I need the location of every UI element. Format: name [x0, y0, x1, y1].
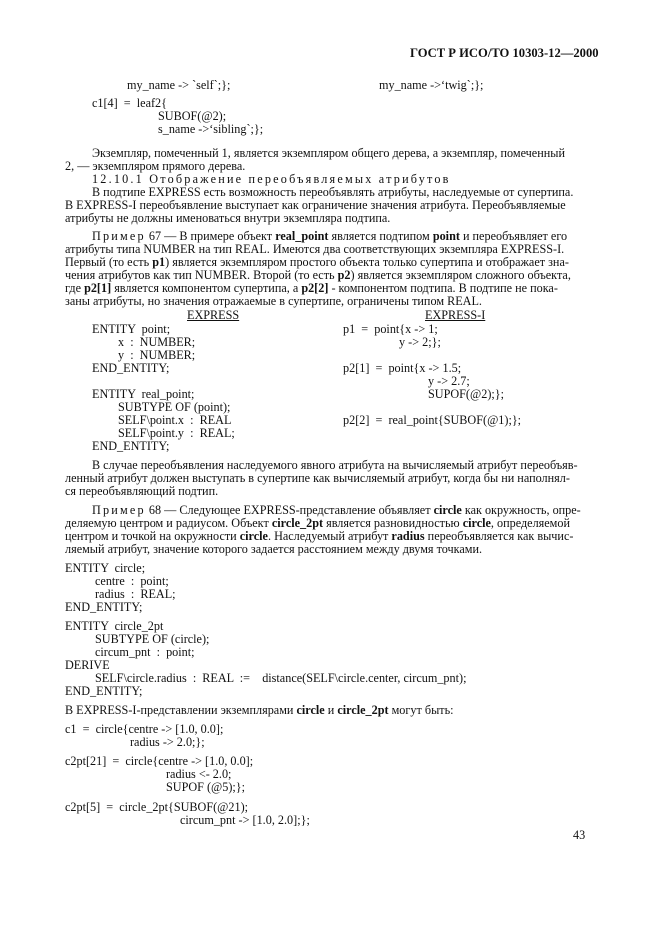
text-line: В случае переобъявления наследуемого явного атрибута на вычисляемый атрибут переобъяв-	[92, 458, 578, 472]
text-line: DERIVE	[65, 658, 110, 672]
text-line: x : NUMBER;	[118, 335, 196, 349]
text-line: заны атрибуты, но значения отражаемые в супертипе, ограничены типом REAL.	[65, 294, 482, 308]
text-line: Пример 68 — Следующее EXPRESS-представление объявляет circle как окружность, опре-	[92, 503, 581, 517]
text-line: SELF\point.x : REAL	[118, 413, 232, 427]
page-number: 43	[573, 828, 586, 842]
text-line: где p2[1] является компонентом супертипа, а p2[2] - компонентом подтипа. В подтипе не пока-	[65, 281, 558, 295]
text-line: EXPRESS	[187, 308, 240, 322]
text-line: ENTITY point;	[92, 322, 171, 336]
text-line: В подтипе EXPRESS есть возможность переобъявлять атрибуты, наследуемые от супертипа.	[92, 185, 574, 199]
text-line: SUBTYPE OF (circle);	[95, 632, 210, 646]
text-line: END_ENTITY;	[65, 684, 143, 698]
text-line: ENTITY circle_2pt	[65, 619, 164, 633]
text-line: 2, — экземпляром прямого дерева.	[65, 159, 246, 173]
text-line: END_ENTITY;	[65, 600, 143, 614]
text-line: radius -> 2.0;};	[130, 735, 205, 749]
text-line: ляемый атрибут, значение которого задается расстоянием между двумя точками.	[65, 542, 483, 556]
text-line: ленный атрибут должен выступать в супертипе как вычисляемый атрибут, когда бы ни наполнял-	[65, 471, 570, 485]
text-line: атрибуты типа NUMBER на тип REAL. Имеются два соответствующих экземпляра EXPRESS-I.	[65, 242, 565, 256]
text-line: чения атрибутов как тип NUMBER. Второй (то есть p2) является экземпляром сложного объекта,	[65, 268, 571, 282]
text-line: SELF\circle.radius : REAL := distance(SELF\circle.center, circum_pnt);	[95, 671, 467, 685]
text-line: radius : REAL;	[95, 587, 176, 601]
text-line: y -> 2;};	[399, 335, 441, 349]
text-line: В EXPRESS-I-представлении экземплярами circle и circle_2pt могут быть:	[65, 703, 454, 717]
text-line: y -> 2.7;	[428, 374, 470, 388]
text-line: p1 = point{x -> 1;	[343, 322, 438, 336]
page-header: ГОСТ Р ИСО/ТО 10303-12—2000	[410, 46, 599, 60]
text-line: y : NUMBER;	[118, 348, 196, 362]
text-line: my_name -> `self`;};	[127, 78, 231, 92]
text-line: ENTITY circle;	[65, 561, 146, 575]
text-line: 12.10.1 Отображение переобъявляемых атрибутов	[92, 172, 451, 186]
text-line: c1[4] = leaf2{	[92, 96, 167, 110]
text-line: c1 = circle{centre -> [1.0, 0.0];	[65, 722, 224, 736]
text-line: SELF\point.y : REAL;	[118, 426, 235, 440]
text-line: p2[1] = point{x -> 1.5;	[343, 361, 462, 375]
text-line: Пример 67 — В примере объект real_point является подтипом point и переобъявляет его	[92, 229, 568, 243]
text-line: Экземпляр, помеченный 1, является экземпляром общего дерева, а экземпляр, помеченный	[92, 146, 565, 160]
text-line: radius <- 2.0;	[166, 767, 232, 781]
text-line: my_name ->‘twig`;};	[379, 78, 484, 92]
text-line: ся переобъявляющий подтип.	[65, 484, 219, 498]
text-line: SUBTYPE OF (point);	[118, 400, 231, 414]
text-line: ENTITY real_point;	[92, 387, 195, 401]
text-line: centre : point;	[95, 574, 169, 588]
text-line: s_name ->‘sibling`;};	[158, 122, 264, 136]
text-line: END_ENTITY;	[92, 361, 170, 375]
text-line: EXPRESS-I	[425, 308, 486, 322]
text-line: SUPOF (@5);};	[166, 780, 246, 794]
text-line: circum_pnt -> [1.0, 2.0];};	[180, 813, 310, 827]
text-line: c2pt[5] = circle_2pt{SUBOF(@21);	[65, 800, 249, 814]
text-line: атрибуты не должны именоваться внутри экземпляра подтипа.	[65, 211, 391, 225]
text-line: центром и точкой на окружности circle. Наследуемый атрибут radius переобъявляется как вычис-	[65, 529, 574, 543]
text-line: Первый (то есть p1) является экземпляром простого объекта только супертипа и отображает зна-	[65, 255, 569, 269]
text-line: circum_pnt : point;	[95, 645, 195, 659]
text-line: END_ENTITY;	[92, 439, 170, 453]
text-line: c2pt[21] = circle{centre -> [1.0, 0.0];	[65, 754, 254, 768]
text-line: p2[2] = real_point{SUBOF(@1);};	[343, 413, 522, 427]
text-line: деляемую центром и радиусом. Объект circle_2pt является разновидностью circle, определяемой	[65, 516, 571, 530]
text-line: В EXPRESS-I переобъявление выступает как ограничение значения атрибута. Переобъявляемые	[65, 198, 566, 212]
text-line: SUPOF(@2);};	[428, 387, 504, 401]
text-line: SUBOF(@2);	[158, 109, 227, 123]
